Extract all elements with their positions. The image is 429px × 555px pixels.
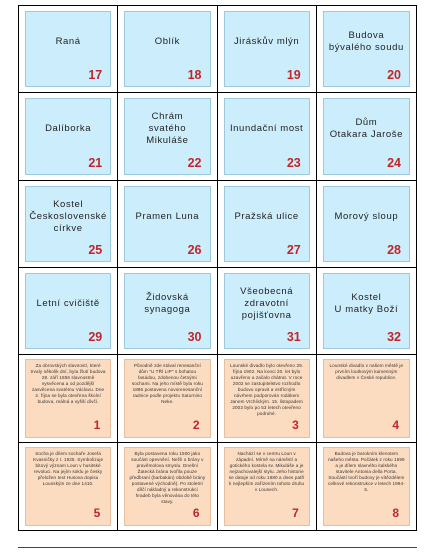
text-card [25,447,111,526]
text-card-body: Původně zde stával renesanční dům "U TŘÍ LIP" s bohatou fasádou, zdobenou četnými sochami. Na jeho místě byla roku 1886 postavena novorenesanční radnice podle projektu Saturnino Neke. [131,363,203,405]
card-number: 7 [292,506,299,520]
card-number: 22 [187,155,202,170]
place-card [124,98,210,174]
text-card [25,359,111,437]
card-number: 19 [286,68,301,83]
card-number: 24 [387,155,401,170]
place-card [25,98,111,174]
grid-cell [317,355,416,442]
text-card [224,447,310,526]
card-title: Jiráskův mlýn [233,36,300,48]
place-card [323,98,410,174]
grid-cell [218,443,317,530]
grid-cell [19,355,118,442]
card-number: 5 [93,506,101,520]
text-card-body: Budova je barokním klenotem našeho města. Počátek z roku 1599 a je dílem slavného italského stavitele Antonia della Porta. Součástí tvoří budovy je vítězdélem celkové rekonstrukce v letech 1994-5. [327,450,405,492]
card-title: Dalíborka [45,123,92,135]
card-sheet [18,5,417,531]
text-card-body: Byla postavena roku 1500 jako součást opevnění. Nežli o brány v pravěmolova smyslu. Dnešní Žatecká brána tvořila pouze předbraní (barbakán) obdobě brány postavené východně). Po stoletní dílčí nákladný a rekonstrukci hradeb byla věnována do této stavy. [129,450,206,504]
card-title: Letní cvičiště [36,298,100,310]
text-card [323,447,410,526]
place-card [224,98,310,174]
card-number: 23 [286,155,301,170]
card-title: Kostel U matky Boží [334,292,399,316]
card-number: 21 [88,155,103,170]
place-card [224,186,310,262]
grid-cell [19,93,118,180]
grid-cell [19,443,118,530]
grid-cell [218,268,317,355]
text-card [124,447,210,526]
place-card [323,186,410,262]
card-title: Chrám svatého Mikuláše [146,111,189,147]
grid-cell [218,181,317,268]
text-card [323,359,410,437]
card-number: 25 [88,243,103,257]
place-card [124,186,210,262]
card-number: 17 [88,68,103,83]
card-number: 31 [286,330,301,345]
grid-cell [118,355,217,442]
grid-cell [118,268,217,355]
card-number: 29 [88,330,103,345]
grid-cell [118,181,217,268]
text-card-body: Nachází se v centru Loun v západní. Mírně na náměstí a gotického kostela sv. Mikuláše a je nejzachovalejší stylu. Jeho historie se datuje od roku 1880 a dnes patří k nejlepším zařízením tohoto druhu v Lounech. [228,450,305,492]
card-title: Dům Otakara Jaroše [329,117,404,141]
grid-cell [19,6,118,93]
grid-cell [19,181,118,268]
place-card [25,186,111,262]
grid-cell [317,443,416,530]
card-number: 32 [387,330,401,345]
bottom-rule [18,547,417,548]
card-number: 20 [387,68,401,83]
place-card [323,273,410,349]
card-number: 28 [387,243,401,257]
card-title: Oblík [154,36,180,48]
grid-cell [317,6,416,93]
card-number: 8 [392,506,399,520]
grid-cell [317,93,416,180]
card-number: 6 [192,506,200,520]
text-card-body: Socha je dílem sochaře Josefa Kvasničky z r. 1925. Symbolizuje bitový význam Loun v husitské revoluci. Na jejím soklu je česky přeložen text Husova dopisu Lounským ze dne 1410. [33,450,104,486]
text-card-body: Lounské divadlo bylo otevřeno 29. října 1902. Na konci 20. let bylo uzavřeno a začalo chátrat. V roce 2002 se zastupitelstvo rozhodlo budovu opravit a vstřícným návrhem podporován rodákem Janem Vrchlickým. 15. listopadem 2003 bylo po 53 letech otevřeno podruhé. [230,363,304,417]
card-number: 2 [192,417,200,432]
place-card [224,11,310,87]
place-card [124,273,210,349]
grid-cell [317,268,416,355]
place-card [224,273,310,349]
place-card [124,11,210,87]
grid-cell [218,6,317,93]
card-title: Budova bývalého soudu [328,30,404,54]
card-number: 27 [286,243,301,257]
grid-cell [19,268,118,355]
card-number: 26 [187,243,202,257]
card-number: 3 [292,417,299,432]
card-title: Kostel Československé církve [29,198,107,234]
card-number: 18 [187,68,202,83]
grid-cell [118,93,217,180]
grid-cell [218,355,317,442]
place-card [323,11,410,87]
grid-cell [118,443,217,530]
card-number: 4 [392,417,399,432]
text-card [124,359,210,437]
text-card-body: Lounské divadlo v našem městě je prvním loutkovým kamenným divadlem v České republice. [329,363,404,381]
card-number: 30 [187,330,202,345]
card-title: Židovská synagoga [144,292,191,316]
card-title: Pražská ulice [234,210,299,222]
text-card-body: Za obrovských slavností, které trvaly několik dní, byla žlutí budova 28. září 1856 slavnostně vysvěcena a od pozdější zasvěcena svatému Václavu. Dne 2. října se byla otevřena školní budova, reálná a vyšší dívčí. [30,363,106,405]
card-title: Pramen Luna [135,210,200,222]
card-title: Morový sloup [334,210,399,222]
place-card [25,11,111,87]
card-number: 1 [93,417,101,432]
card-title: Všeobecná zdravotní pojišťovna [240,286,294,322]
grid-cell [317,181,416,268]
grid-cell [118,6,217,93]
grid-cell [218,93,317,180]
card-title: Inundační most [229,123,304,135]
text-card [224,359,310,437]
card-title: Raná [55,36,81,48]
place-card [25,273,111,349]
